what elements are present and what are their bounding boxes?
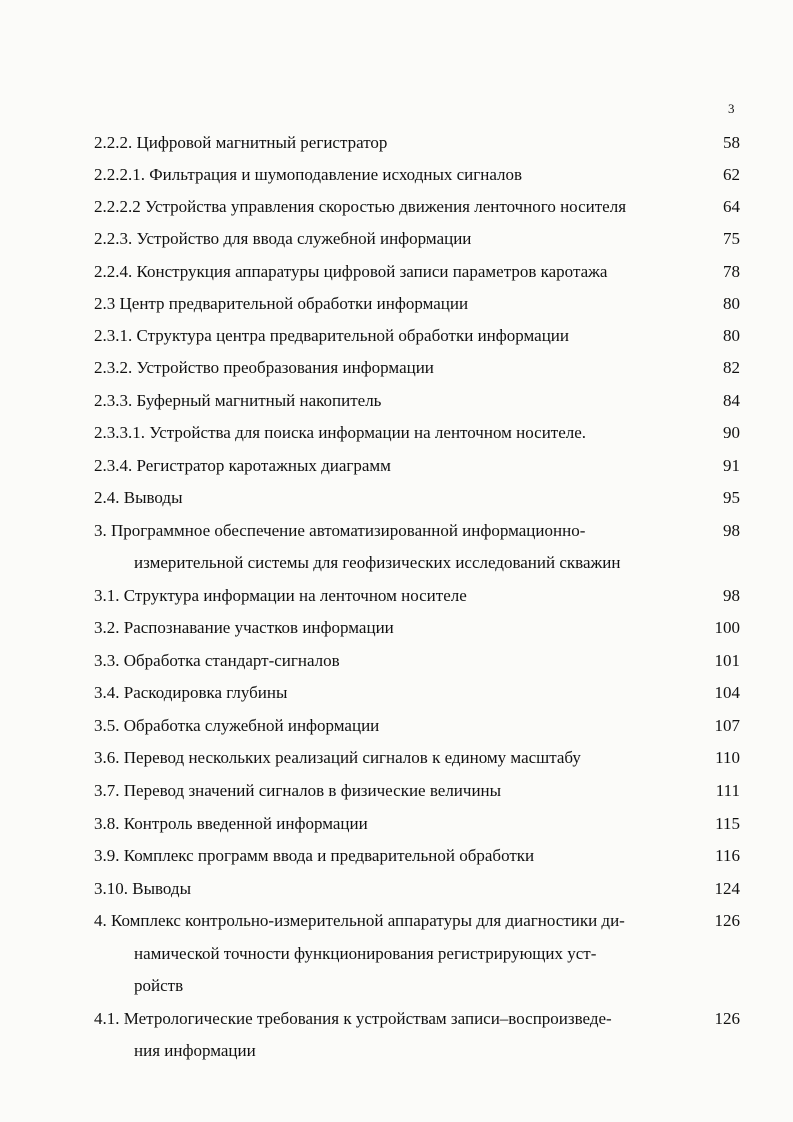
page-number: 3 — [728, 101, 735, 116]
toc-entry-title: 2.4. Выводы — [94, 488, 183, 507]
toc-entry-page: 78 — [723, 262, 740, 281]
toc-entry-title: 4.1. Метрологические требования к устройствам записи–воспроизведе- — [94, 1009, 612, 1028]
toc-entry-page: 124 — [714, 879, 740, 898]
toc-entry-page: 98 — [723, 521, 740, 540]
toc-entry-page: 90 — [723, 423, 740, 442]
toc-entry-page: 80 — [723, 294, 740, 313]
toc-entry-continuation: ния информации — [134, 1041, 256, 1060]
toc-entry-page: 64 — [723, 197, 740, 216]
toc-entry-title: 3.3. Обработка стандарт-сигналов — [94, 651, 340, 670]
toc-entry-title: 2.2.4. Конструкция аппаратуры цифровой записи параметров каротажа — [94, 262, 608, 281]
toc-entry-title: 3.5. Обработка служебной информации — [94, 716, 380, 735]
toc-entry-title: 2.3.3. Буферный магнитный накопитель — [94, 391, 382, 410]
toc-entry-title: 3.10. Выводы — [94, 879, 192, 898]
toc-entry-title: 2.2.3. Устройство для ввода служебной информации — [94, 229, 472, 248]
toc-entry-page: 111 — [715, 781, 740, 800]
toc-entry-page: 75 — [723, 229, 740, 248]
toc-entry-page: 58 — [723, 133, 740, 152]
toc-entry-page: 98 — [723, 586, 740, 605]
toc-entry-title: 3.7. Перевод значений сигналов в физические величины — [94, 781, 502, 800]
toc-entry-title: 2.2.2. Цифровой магнитный регистратор — [94, 133, 388, 152]
toc-entry-title: 2.2.2.1. Фильтрация и шумоподавление исходных сигналов — [94, 165, 523, 184]
toc-entry-title: 2.3 Центр предварительной обработки информации — [94, 294, 469, 313]
toc-entry-page: 126 — [714, 911, 740, 930]
toc-entry-title: 4. Комплекс контрольно-измерительной аппаратуры для диагностики ди- — [94, 911, 625, 930]
toc-entry-page: 126 — [714, 1009, 740, 1028]
toc-entry-page: 104 — [714, 683, 740, 702]
toc-entry-title: 3. Программное обеспечение автоматизированной информационно- — [94, 521, 586, 540]
toc-entry-page: 62 — [723, 165, 740, 184]
toc-entry-title: 3.9. Комплекс программ ввода и предварительной обработки — [94, 846, 535, 865]
toc-entry-continuation: ройств — [134, 976, 184, 995]
toc-entry-page: 91 — [723, 456, 740, 475]
toc-entry-title: 2.3.2. Устройство преобразования информации — [94, 358, 434, 377]
toc-entry-title: 3.1. Структура информации на ленточном носителе — [94, 586, 467, 605]
toc-entry-title: 2.2.2.2 Устройства управления скоростью движения ленточного носителя — [94, 197, 627, 216]
toc-entry-title: 3.4. Раскодировка глубины — [94, 683, 288, 702]
toc-entry-title: 2.3.1. Структура центра предварительной обработки информации — [94, 326, 569, 345]
toc-entry-page: 110 — [715, 748, 740, 767]
toc-entry-page: 100 — [714, 618, 740, 637]
toc-entry-continuation: измерительной системы для геофизических исследований скважин — [134, 553, 621, 572]
toc-entry-title: 3.2. Распознавание участков информации — [94, 618, 394, 637]
toc-entry-page: 80 — [723, 326, 740, 345]
toc-entry-page: 101 — [714, 651, 740, 670]
toc-entry-page: 115 — [715, 814, 740, 833]
toc-entry-title: 2.3.3.1. Устройства для поиска информации на ленточном носителе. — [94, 423, 587, 442]
toc-entry-page: 84 — [723, 391, 740, 410]
toc-entry-page: 116 — [715, 846, 740, 865]
toc-entry-title: 3.6. Перевод нескольких реализаций сигналов к единому масштабу — [94, 748, 581, 767]
toc-entry-page: 107 — [714, 716, 740, 735]
toc-entry-title: 3.8. Контроль введенной информации — [94, 814, 368, 833]
toc-entry-page: 95 — [723, 488, 740, 507]
toc-entry-title: 2.3.4. Регистратор каротажных диаграмм — [94, 456, 391, 475]
toc-entry-page: 82 — [723, 358, 740, 377]
toc-entry-continuation: намической точности функционирования регистрирующих уст- — [134, 944, 597, 963]
